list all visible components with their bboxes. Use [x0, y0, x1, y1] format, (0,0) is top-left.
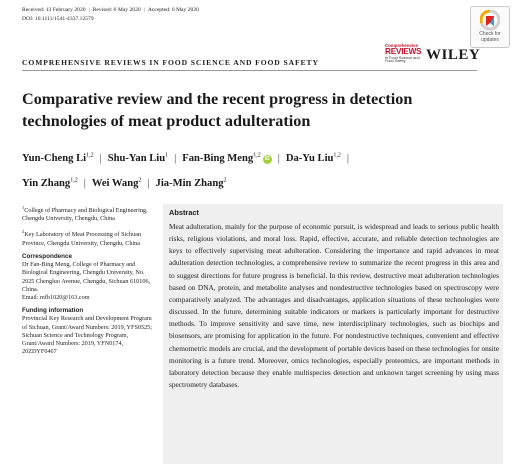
- date-separator: |: [88, 7, 90, 13]
- received-date: Received: 13 February 2020: [22, 7, 86, 13]
- crossmark-icon: [480, 10, 500, 32]
- affiliation-2: $^2$Key Laboratory of Meat Processing of Sichuan Province, Chengdu University, Chengdu, China: [22, 229, 142, 247]
- affiliation-1: $^1$College of Pharmacy and Biological Engineering, Chengdu University, Chengdu, China: [22, 205, 148, 223]
- journal-logo-bottom: in Food Science and Food Safety: [385, 55, 420, 64]
- article-sidebar: [22, 204, 158, 361]
- author-list: [22, 144, 482, 195]
- author-separator: |: [99, 152, 102, 164]
- badge-line-2: updates: [481, 36, 499, 43]
- author[interactable]: Fan-Bing Meng$^{1,2}$iD: [182, 152, 270, 164]
- correspondence: [22, 253, 158, 302]
- author-separator: |: [277, 152, 280, 164]
- abstract-box: [163, 204, 503, 464]
- author-separator: |: [174, 152, 177, 164]
- journal-logo[interactable]: [385, 44, 423, 66]
- author[interactable]: Yin Zhang$^{1,2}$: [22, 177, 78, 190]
- article-title: Comparative review and the recent progress in detection technologies of meat product adulteration: [22, 90, 413, 130]
- journal-divider: [22, 70, 477, 71]
- article-dates: [22, 7, 199, 13]
- revised-date: Revised: 6 May 2020: [92, 7, 141, 13]
- correspondence-address: Dr Fan-Bing Meng, College of Pharmacy and Biological Engineering, Chengdu University, No. 2025 Chengluo Avenue, Chengdu, Sichuan 610106, China.: [22, 261, 151, 293]
- author-separator: |: [147, 178, 150, 190]
- author[interactable]: Da-Yu Liu$^{1,2}$: [285, 152, 341, 164]
- date-separator: |: [143, 7, 145, 13]
- author-separator: |: [346, 152, 350, 164]
- author[interactable]: Wei Wang$^2$: [91, 177, 142, 190]
- author[interactable]: Shu-Yan Liu$^1$: [107, 152, 169, 164]
- funding: [22, 307, 158, 356]
- correspondence-heading: Correspondence: [22, 252, 73, 260]
- author[interactable]: Yun-Cheng Li$^{1,2}$: [22, 152, 94, 164]
- funding-heading: Funding information: [22, 307, 84, 315]
- accepted-date: Accepted: 6 May 2020: [147, 7, 199, 13]
- orcid-icon[interactable]: iD: [264, 155, 270, 162]
- badge-line-1: Check for: [479, 31, 501, 37]
- journal-logo-top: Comprehensive: [385, 43, 418, 48]
- author[interactable]: Jia-Min Zhang$^2$: [155, 177, 227, 190]
- author-separator: |: [83, 178, 86, 190]
- journal-name[interactable]: COMPREHENSIVE REVIEWS IN FOOD SCIENCE AND FOOD SAFETY: [22, 58, 319, 67]
- journal-logo-mid: REVIEWS: [385, 47, 422, 57]
- funding-text: Provincial Key Research and Development Program of Sichuan, Grant/Award Numbers: 2019, YFS0525; Sichuan Science and Technology Program, Grant/Award Numbers: 2019, YFN0174, 20ZDYF0467: [22, 315, 152, 356]
- doi[interactable]: DOI: 10.1111/1541-4337.12579: [22, 16, 94, 22]
- publisher-logo[interactable]: WILEY: [426, 47, 481, 63]
- correspondence-email[interactable]: Email: mfb1020@163.com: [22, 293, 90, 301]
- abstract-heading: Abstract: [169, 208, 199, 217]
- check-for-updates-button[interactable]: [470, 6, 510, 48]
- abstract-text: Meat adulteration, mainly for the purpose of economic pursuit, is widespread and leads to serious public health risks, religious violations, and moral loss. Rapid, effective, accurate, and reliable detection technologies are keys to effectively supervising meat adulteration. Considering the importance and rapid advances in meat adulteration detection technologies, a comprehensive review to summarize the recent progress in this area and to suggest directions for future progress is beneficial. In this review, destructive meat adulteration technologies based on DNA, protein, and metabolite analyses and nondestructive technologies based on spectroscopy were comparatively analyzed. The advantages and disadvantages, application situations of these technologies were discussed. In the future, determining suitable indicators or markers is particularly important for destructive methods. To improve sensitivity and save time, new interdisciplinary technologies, such as biochips and biosensors, are promising for application in the future. For nondestructive techniques, convenient and effective chemometric models are crucial, and the development of portable devices based on these technologies for onsite monitoring is a future trend. Moreover, omics technologies, especially proteomics, are important methods in laboratory detection because they enable multispecies detection and unknown target screening by using mass spectrometry databases.: [169, 222, 499, 390]
